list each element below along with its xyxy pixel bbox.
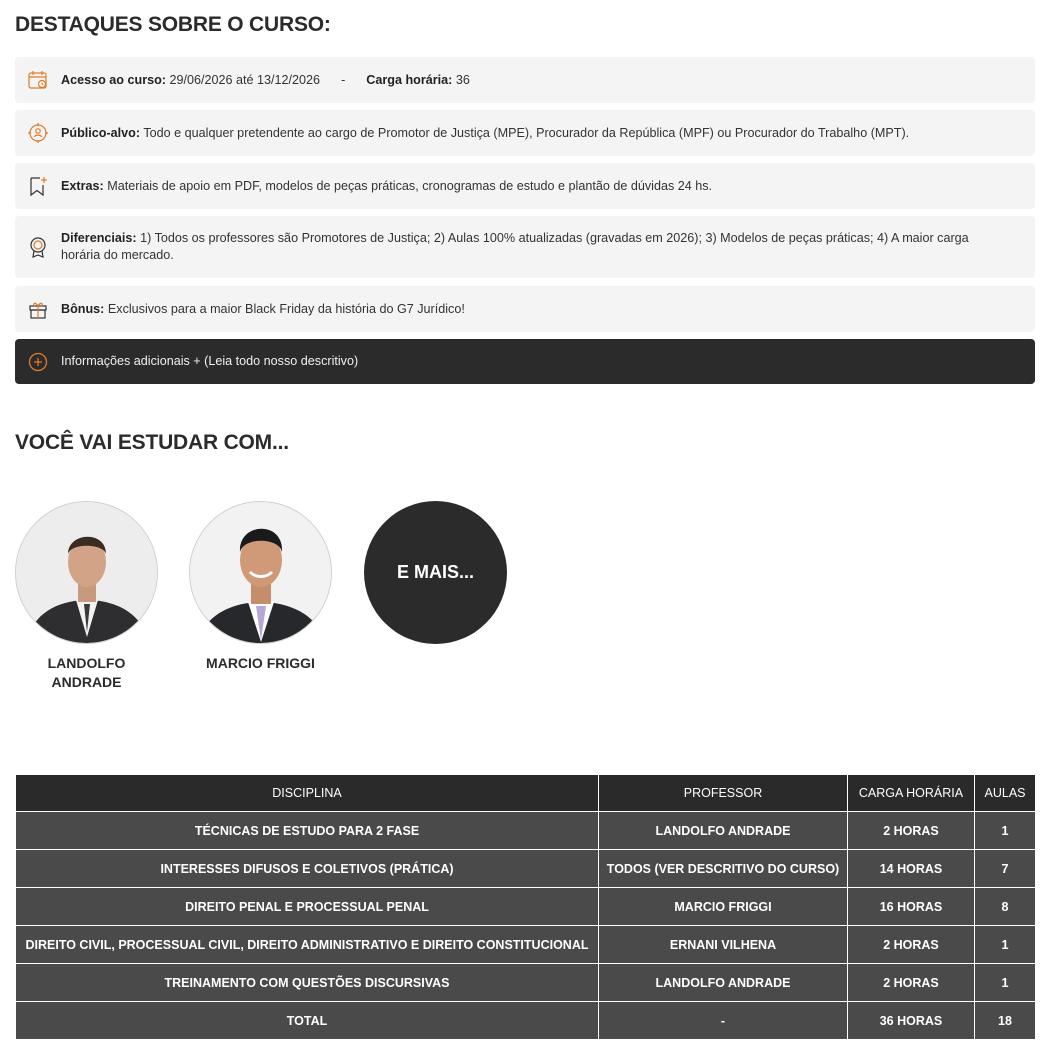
highlight-bonus: [15, 286, 1035, 332]
cell-discipline: DIREITO CIVIL, PROCESSUAL CIVIL, DIREITO ADMINISTRATIVO E DIREITO CONSTITUCIONAL: [16, 926, 599, 964]
cell-professor: MARCIO FRIGGI: [599, 888, 848, 926]
differentials-label: Diferenciais:: [61, 231, 137, 245]
highlight-differentials: [15, 216, 1035, 278]
cell-lessons: 1: [975, 964, 1036, 1002]
cell-lessons: 1: [975, 812, 1036, 850]
extras-value: Materiais de apoio em PDF, modelos de peças práticas, cronogramas de estudo e plantão de dúvidas 24 hs.: [107, 178, 713, 193]
access-value: 29/06/2026 até 13/12/2026: [169, 72, 321, 87]
cell-discipline: DIREITO PENAL E PROCESSUAL PENAL: [16, 888, 599, 926]
cell-discipline: INTERESSES DIFUSOS E COLETIVOS (PRÁTICA): [16, 850, 599, 888]
plus-circle-icon: [27, 351, 49, 373]
cell-professor: ERNANI VILHENA: [599, 926, 848, 964]
cell-workload: 2 HORAS: [848, 964, 975, 1002]
table-row: [16, 850, 1036, 888]
avatar: [15, 501, 158, 644]
extras-label: Extras:: [61, 178, 104, 193]
highlight-access: [15, 57, 1035, 103]
professor-name: LANDOLFO ANDRADE: [47, 655, 126, 690]
gift-icon: [27, 298, 49, 320]
table-row: [16, 812, 1036, 850]
professor-name: MARCIO FRIGGI: [206, 655, 315, 671]
cell-professor: LANDOLFO ANDRADE: [599, 812, 848, 850]
professor-card[interactable]: [15, 501, 158, 692]
cell-professor: TODOS (VER DESCRITIVO DO CURSO): [599, 850, 848, 888]
cell-workload: 14 HORAS: [848, 850, 975, 888]
audience-value: Todo e qualquer pretendente ao cargo de Promotor de Justiça (MPE), Procurador da República (MPF) ou Procurador do Trabalho (MPT).: [143, 125, 910, 140]
more-info-label: Informações adicionais + (Leia todo nosso descritivo): [61, 354, 359, 368]
differentials-value: 1) Todos os professores são Promotores de Justiça; 2) Aulas 100% atualizadas (gravadas em 2026); 3) Modelos de peças práticas; 4) A maior carga horária do mercado.: [61, 231, 969, 262]
bookmark-plus-icon: [27, 175, 49, 197]
calendar-icon: [27, 69, 49, 91]
workload-label: Carga horária:: [366, 72, 453, 87]
professor-card[interactable]: [189, 501, 332, 673]
table-row: [16, 964, 1036, 1002]
study-title: VOCÊ VAI ESTUDAR COM...: [15, 431, 289, 454]
cell-discipline: TREINAMENTO COM QUESTÕES DISCURSIVAS: [16, 964, 599, 1002]
table-row: [16, 926, 1036, 964]
cell-lessons: 18: [975, 1002, 1036, 1040]
course-table: [15, 774, 1036, 1040]
cell-workload: 16 HORAS: [848, 888, 975, 926]
bonus-label: Bônus:: [61, 301, 105, 316]
more-info-button[interactable]: [15, 339, 1035, 384]
highlight-extras: [15, 163, 1035, 209]
avatar: [189, 501, 332, 644]
header-lessons: AULAS: [975, 775, 1036, 812]
cell-workload: 36 HORAS: [848, 1002, 975, 1040]
table-header-row: [16, 775, 1036, 812]
cell-lessons: 8: [975, 888, 1036, 926]
cell-professor: -: [599, 1002, 848, 1040]
table-row: [16, 888, 1036, 926]
cell-lessons: 7: [975, 850, 1036, 888]
target-person-icon: [27, 122, 49, 144]
cell-workload: 2 HORAS: [848, 926, 975, 964]
bonus-value: Exclusivos para a maior Black Friday da história do G7 Jurídico!: [107, 301, 465, 316]
header-discipline: DISCIPLINA: [16, 775, 599, 812]
table-total-row: [16, 1002, 1036, 1040]
more-professors-button[interactable]: E MAIS...: [364, 501, 507, 644]
header-professor: PROFESSOR: [599, 775, 848, 812]
separator: -: [341, 72, 346, 87]
cell-lessons: 1: [975, 926, 1036, 964]
access-label: Acesso ao curso:: [61, 72, 166, 87]
more-professors-card[interactable]: [364, 501, 507, 644]
cell-professor: LANDOLFO ANDRADE: [599, 964, 848, 1002]
workload-value: 36: [455, 72, 470, 87]
highlights-title: DESTAQUES SOBRE O CURSO:: [15, 13, 331, 36]
header-workload: CARGA HORÁRIA: [848, 775, 975, 812]
cell-workload: 2 HORAS: [848, 812, 975, 850]
cell-discipline: TÉCNICAS DE ESTUDO PARA 2 FASE: [16, 812, 599, 850]
cell-discipline: TOTAL: [16, 1002, 599, 1040]
audience-label: Público-alvo:: [61, 125, 141, 140]
medal-icon: [27, 236, 49, 258]
highlight-audience: [15, 110, 1035, 156]
